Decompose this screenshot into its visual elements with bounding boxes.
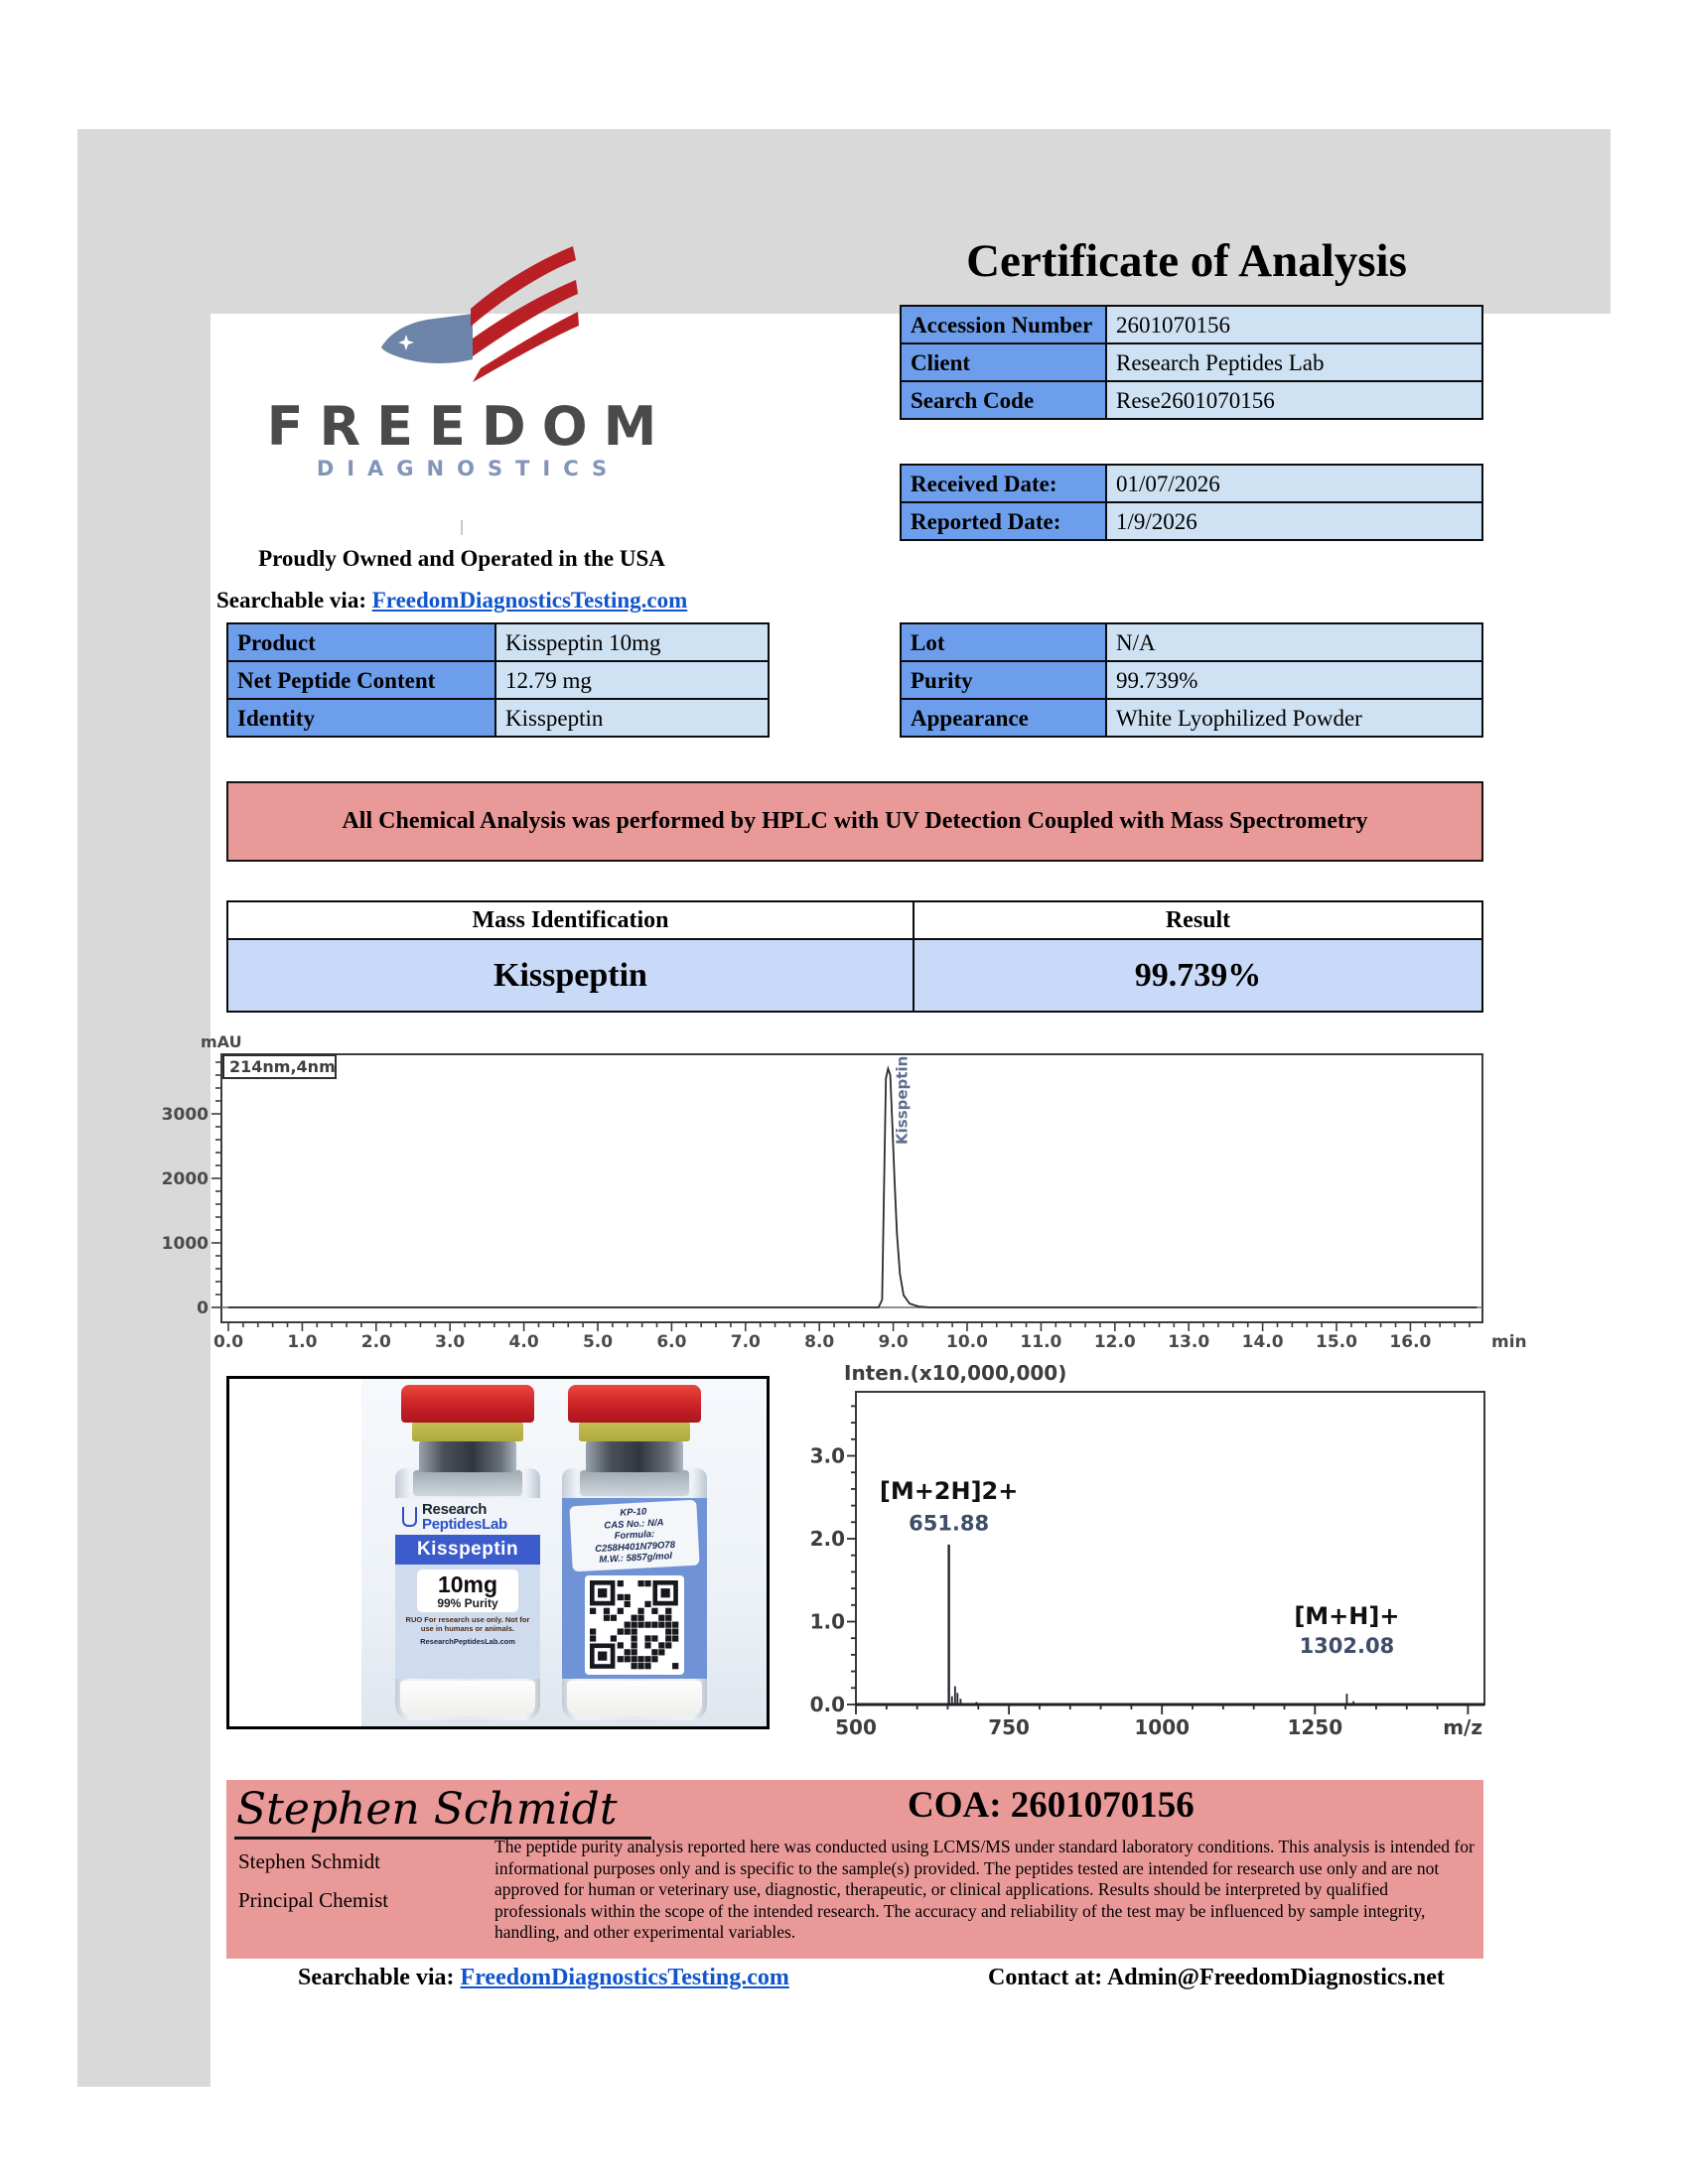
qr-module — [665, 1607, 671, 1613]
table-header-row — [226, 900, 1483, 940]
signer-name: Stephen Schmidt — [238, 1849, 380, 1873]
client-value: Research Peptides Lab — [1105, 342, 1483, 382]
qr-module — [644, 1635, 650, 1641]
chrom-y-axis-label: mAU — [201, 1032, 242, 1051]
mass-spectrum-chart — [789, 1365, 1504, 1767]
qr-module — [658, 1621, 664, 1627]
eagle-head-shape — [381, 314, 473, 363]
vial-back — [560, 1385, 709, 1722]
vial-info-line: CAS No.: N/A — [604, 1516, 664, 1532]
qr-module — [658, 1642, 664, 1648]
chrom-x-tick-label: 9.0 — [878, 1332, 909, 1352]
chrom-x-tick-label: 4.0 — [508, 1332, 539, 1352]
product-table — [226, 622, 770, 738]
vial-brand-bottom: PeptidesLab — [422, 1516, 507, 1533]
chrom-x-tick-label: 6.0 — [656, 1332, 687, 1352]
table-row — [900, 660, 1483, 700]
accession-number-value: 2601070156 — [1105, 305, 1483, 344]
qr-module — [637, 1607, 643, 1613]
table-row — [900, 305, 1483, 344]
qr-module — [632, 1635, 637, 1641]
chrom-x-tick-label: 0.0 — [212, 1332, 244, 1352]
chrom-x-tick-label: 2.0 — [360, 1332, 391, 1352]
vial-info-line: KP-10 — [620, 1506, 647, 1519]
signer-role: Principal Chemist — [238, 1888, 389, 1912]
vial-stopper — [419, 1440, 516, 1472]
identity-value: Kisspeptin — [494, 698, 770, 738]
received-date-value: 01/07/2026 — [1105, 464, 1483, 503]
qr-module — [618, 1628, 624, 1634]
table-row — [900, 464, 1483, 503]
footer-contact: Contact at: Admin@FreedomDiagnostics.net — [988, 1965, 1445, 1990]
vial-purity: 99% Purity — [437, 1596, 498, 1610]
result-header: Result — [913, 900, 1483, 940]
qr-module — [637, 1580, 643, 1586]
mass-identification-table — [226, 900, 1483, 1013]
qr-module — [632, 1656, 637, 1662]
chrom-x-tick-label: 8.0 — [804, 1332, 835, 1352]
qr-module — [632, 1642, 637, 1648]
table-row — [226, 660, 770, 700]
vial-front — [393, 1385, 542, 1722]
chrom-x-tick-label: 14.0 — [1241, 1332, 1284, 1352]
searchable-label: Searchable via: — [216, 588, 366, 613]
vial-body — [395, 1468, 540, 1720]
qr-module — [618, 1580, 624, 1586]
mspec-title: Inten.(x10,000,000) — [844, 1365, 1067, 1385]
qr-module — [604, 1607, 610, 1613]
mspec-annotation: [M+H]+ — [1294, 1602, 1400, 1631]
mspec-y-tick-label: 3.0 — [809, 1443, 845, 1468]
product-photo-box — [226, 1376, 770, 1729]
chrom-x-tick-label: 11.0 — [1020, 1332, 1062, 1352]
table-row — [900, 501, 1483, 541]
chrom-x-tick-label: 16.0 — [1389, 1332, 1432, 1352]
table-row — [900, 698, 1483, 738]
table-row — [226, 938, 1483, 1013]
vial-ruo-text — [395, 1615, 540, 1633]
mspec-annotation: 1302.08 — [1299, 1634, 1395, 1659]
vial-glass — [580, 1470, 689, 1496]
qr-module — [651, 1649, 657, 1655]
qr-module — [658, 1614, 664, 1620]
table-row — [900, 342, 1483, 382]
mspec-x-tick-label: 1000 — [1134, 1715, 1191, 1739]
search-code-label: Search Code — [900, 380, 1107, 420]
qr-module — [665, 1621, 671, 1627]
qr-module — [632, 1628, 637, 1634]
qr-module — [590, 1607, 596, 1613]
qr-module — [672, 1635, 678, 1641]
qr-module — [632, 1614, 637, 1620]
vial-info-line: Formula: C258H401N79O78 — [594, 1528, 676, 1555]
qr-module — [637, 1621, 643, 1627]
chrom-x-tick-label: 10.0 — [946, 1332, 988, 1352]
qr-finder-core — [598, 1651, 607, 1660]
qr-module — [644, 1621, 650, 1627]
qr-module — [632, 1621, 637, 1627]
qr-module — [651, 1607, 657, 1613]
freedom-eagle-logo-icon — [375, 246, 579, 390]
vial-brand-top: Research — [422, 1501, 488, 1518]
qr-module — [665, 1614, 671, 1620]
vial-glass — [413, 1470, 522, 1496]
divider-tick — [461, 520, 463, 535]
vial-photo — [361, 1379, 767, 1726]
chrom-x-unit: min — [1491, 1332, 1527, 1352]
lot-label: Lot — [900, 622, 1107, 662]
chrom-x-tick-label: 3.0 — [435, 1332, 466, 1352]
page-title: Certificate of Analysis — [966, 235, 1407, 287]
qr-module — [618, 1656, 624, 1662]
reported-date-label: Reported Date: — [900, 501, 1107, 541]
table-row — [900, 380, 1483, 420]
footer-searchable-link[interactable]: FreedomDiagnosticsTesting.com — [460, 1965, 789, 1990]
qr-module — [611, 1635, 617, 1641]
appearance-label: Appearance — [900, 698, 1107, 738]
qr-module — [632, 1663, 637, 1669]
purity-value: 99.739% — [1105, 660, 1483, 700]
table-row — [900, 622, 1483, 662]
qr-module — [651, 1621, 657, 1627]
footer-searchable-label: Searchable via: — [298, 1965, 455, 1990]
qr-finder-core — [661, 1588, 670, 1597]
vial-crimp-band — [412, 1422, 523, 1441]
chrom-x-tick-label: 7.0 — [730, 1332, 761, 1352]
mspec-annotation: [M+2H]2+ — [879, 1476, 1019, 1505]
chrom-y-tick-label: 2000 — [161, 1169, 209, 1189]
lot-table — [900, 622, 1483, 738]
product-label: Product — [226, 622, 496, 662]
lyophilized-powder — [567, 1681, 702, 1716]
vial-dose: 10mg — [437, 1571, 498, 1597]
qr-module — [625, 1600, 631, 1606]
qr-module — [618, 1593, 624, 1599]
mspec-y-tick-label: 2.0 — [809, 1527, 845, 1551]
mass-identification-header: Mass Identification — [226, 900, 914, 940]
qr-module — [665, 1635, 671, 1641]
vial-brand-row — [395, 1498, 540, 1535]
qr-module — [632, 1649, 637, 1655]
brand-name: FREEDOM — [266, 395, 673, 458]
vial-stopper — [586, 1440, 683, 1472]
flag-stripe-bottom — [473, 312, 579, 382]
mspec-y-tick-label: 0.0 — [809, 1693, 845, 1716]
net-peptide-content-label: Net Peptide Content — [226, 660, 496, 700]
table-row — [226, 622, 770, 662]
qr-module — [644, 1642, 650, 1648]
qr-module — [644, 1663, 650, 1669]
chrom-x-tick-label: 12.0 — [1093, 1332, 1136, 1352]
qr-module — [590, 1628, 596, 1634]
qr-code-box — [585, 1575, 684, 1675]
vial-brand-text — [422, 1502, 507, 1532]
qr-module — [672, 1628, 678, 1634]
vial-product-name: Kisspeptin — [395, 1535, 540, 1565]
chrom-y-tick-label: 3000 — [161, 1105, 209, 1125]
vial-website: ResearchPeptidesLab.com — [420, 1637, 515, 1646]
vial-crimp-band — [579, 1422, 690, 1441]
vial-body — [562, 1468, 707, 1720]
qr-module — [611, 1614, 617, 1620]
lyophilized-powder — [400, 1681, 535, 1716]
hplc-chromatogram-chart — [149, 1027, 1539, 1360]
table-row — [226, 698, 770, 738]
qr-module — [618, 1642, 624, 1648]
accession-table — [900, 305, 1483, 420]
chrom-legend-label: 214nm,4nm — [229, 1057, 336, 1076]
received-date-label: Received Date: — [900, 464, 1107, 503]
qr-module — [658, 1649, 664, 1655]
identity-label: Identity — [226, 698, 496, 738]
qr-module — [644, 1600, 650, 1606]
searchable-link[interactable]: FreedomDiagnosticsTesting.com — [371, 588, 688, 613]
coa-number: COA: 2601070156 — [908, 1785, 1195, 1826]
chrom-x-tick-label: 13.0 — [1168, 1332, 1210, 1352]
chrom-peak-label: Kisspeptin — [893, 1055, 912, 1145]
vial-dose-box — [417, 1570, 518, 1612]
vial-back-label — [562, 1498, 707, 1679]
brand-subtitle: DIAGNOSTICS — [316, 457, 621, 480]
mass-identification-value: Kisspeptin — [226, 938, 914, 1013]
qr-code-icon — [590, 1580, 679, 1670]
test-tube-icon — [402, 1507, 417, 1527]
tagline: Proudly Owned and Operated in the USA — [258, 546, 665, 571]
vial-cap — [568, 1385, 701, 1423]
search-code-value: Rese2601070156 — [1105, 380, 1483, 420]
chrom-y-tick-label: 1000 — [161, 1234, 209, 1254]
reported-date-value: 1/9/2026 — [1105, 501, 1483, 541]
qr-module — [651, 1656, 657, 1662]
chrom-x-tick-label: 1.0 — [287, 1332, 318, 1352]
signature-script: Stephen Schmidt — [234, 1784, 651, 1840]
mspec-x-tick-label: 750 — [988, 1715, 1030, 1739]
vial-info-line: M.W.: 5857g/mol — [599, 1551, 673, 1566]
qr-module — [644, 1656, 650, 1662]
chrom-x-tick-label: 15.0 — [1316, 1332, 1357, 1352]
lot-value: N/A — [1105, 622, 1483, 662]
mspec-x-tick-label: 500 — [835, 1715, 877, 1739]
vial-ruo-line1: RUO For research use only. Not for — [405, 1615, 530, 1624]
searchable-line — [216, 588, 687, 614]
qr-module — [625, 1649, 631, 1655]
mspec-x-tick-label: 1250 — [1287, 1715, 1343, 1739]
qr-module — [665, 1628, 671, 1634]
mspec-x-unit: m/z — [1443, 1715, 1482, 1739]
disclaimer-text: The peptide purity analysis reported here was conducted using LCMS/MS under standard laboratory conditions. This analysis is intended for informational purposes only and is specific to the sample(s) provided. The peptides tested are intended for research use only and are not approved for human or veterinary use, diagnostic, therapeutic, or clinical applications. Results should be interpreted by qualified professionals within the scope of the intended research. The accuracy and reliability of the test may be influenced by sample integrity, handling, and other experimental variables. — [494, 1837, 1475, 1942]
footer-searchable — [298, 1965, 789, 1991]
qr-module — [625, 1628, 631, 1634]
mspec-annotation: 651.88 — [909, 1511, 990, 1536]
signature-block — [226, 1780, 1483, 1959]
product-value: Kisspeptin 10mg — [494, 622, 770, 662]
qr-module — [618, 1607, 624, 1613]
mspec-y-tick-label: 1.0 — [809, 1609, 845, 1634]
qr-module — [651, 1635, 657, 1641]
qr-module — [625, 1621, 631, 1627]
qr-module — [637, 1614, 643, 1620]
vial-front-label — [395, 1498, 540, 1679]
qr-module — [590, 1635, 596, 1641]
chrom-y-tick-label: 0 — [197, 1298, 209, 1318]
vial-info-box — [569, 1500, 699, 1571]
chrom-frame — [221, 1054, 1482, 1322]
qr-finder-core — [598, 1588, 607, 1597]
client-label: Client — [900, 342, 1107, 382]
net-peptide-content-value: 12.79 mg — [494, 660, 770, 700]
dates-table — [900, 464, 1483, 541]
qr-module — [604, 1614, 610, 1620]
qr-module — [644, 1580, 650, 1586]
appearance-value: White Lyophilized Powder — [1105, 698, 1483, 738]
method-banner: All Chemical Analysis was performed by HPLC with UV Detection Coupled with Mass Spectrometry — [226, 781, 1483, 862]
brand-logo — [248, 395, 675, 480]
chrom-x-tick-label: 5.0 — [582, 1332, 614, 1352]
qr-module — [625, 1656, 631, 1662]
result-value: 99.739% — [913, 938, 1483, 1013]
vial-cap — [401, 1385, 534, 1423]
accession-number-label: Accession Number — [900, 305, 1107, 344]
vial-ruo-line2: use in humans or animals. — [420, 1624, 515, 1633]
qr-module — [637, 1663, 643, 1669]
qr-module — [625, 1593, 631, 1599]
purity-label: Purity — [900, 660, 1107, 700]
qr-module — [637, 1656, 643, 1662]
qr-module — [672, 1621, 678, 1627]
qr-module — [665, 1642, 671, 1648]
qr-module — [672, 1663, 678, 1669]
